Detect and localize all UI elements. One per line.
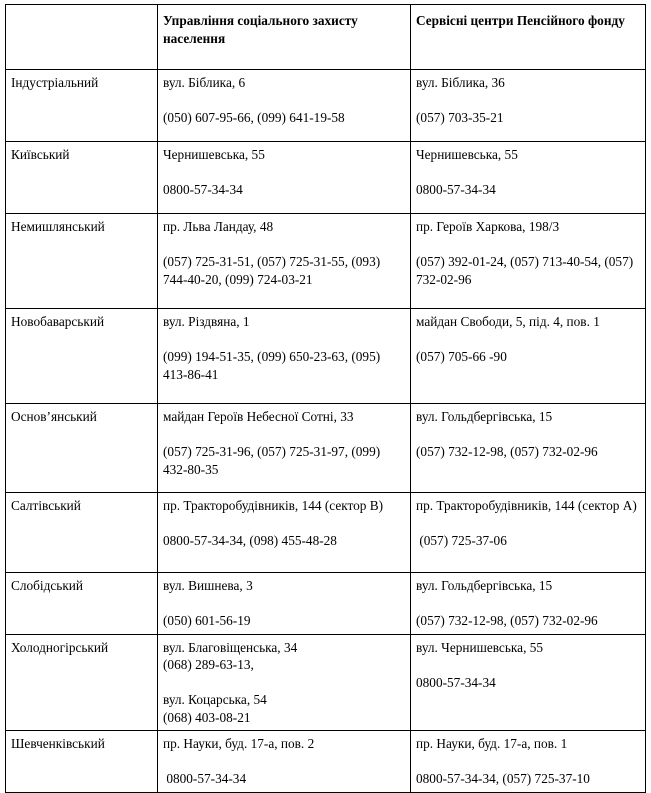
pension-address: пр. Науки, буд. 17-а, пов. 1 (416, 736, 568, 751)
social-phones: (057) 725-31-96, (057) 725-31-97, (099) 432-80-35 (163, 444, 384, 477)
social-cell (158, 309, 411, 404)
district-name: Немишлянський (6, 214, 158, 309)
table-row (6, 493, 646, 573)
social-address: пр. Науки, буд. 17-а, пов. 2 (163, 736, 315, 751)
social-phones: 0800-57-34-34 (163, 771, 247, 786)
social-cell (158, 214, 411, 309)
social-phones: (099) 194-51-35, (099) 650-23-63, (095) 413-86-41 (163, 349, 384, 382)
social-address: вул. Різдвяна, 1 (163, 314, 250, 329)
pension-address: вул. Гольдбергівська, 15 (416, 578, 553, 593)
social-address: пр. Тракторобудівників, 144 (сектор В) (163, 498, 384, 513)
pension-address: Чернишевська, 55 (416, 147, 518, 162)
table-row (6, 573, 646, 635)
pension-phones: (057) 705-66 -90 (416, 349, 507, 364)
social-phones: (050) 601-56-19 (163, 613, 251, 628)
social-phones: (057) 725-31-51, (057) 725-31-55, (093) 744-40-20, (099) 724-03-21 (163, 254, 384, 287)
pension-phones: (057) 732-12-98, (057) 732-02-96 (416, 613, 598, 628)
header-row (6, 5, 646, 70)
pension-phones: (057) 732-12-98, (057) 732-02-96 (416, 444, 598, 459)
pension-phones: 0800-57-34-34 (416, 674, 496, 690)
pension-phones: 0800-57-34-34, (057) 725-37-10 (416, 771, 590, 786)
social-cell (158, 731, 411, 793)
social-address: вул. Вишнева, 3 (163, 578, 253, 593)
pension-address: майдан Свободи, 5, під. 4, пов. 1 (416, 314, 600, 329)
pension-phones: (057) 703-35-21 (416, 110, 504, 125)
pension-phones: 0800-57-34-34 (416, 182, 496, 197)
pension-cell (411, 70, 646, 142)
social-cell (158, 404, 411, 493)
social-cell (158, 70, 411, 142)
district-name: Слобідський (6, 573, 158, 635)
pension-cell (411, 493, 646, 573)
social-address-secondary: вул. Коцарська, 54 (163, 692, 267, 707)
district-name: Салтівський (6, 493, 158, 573)
social-phones: 0800-57-34-34 (163, 182, 243, 197)
district-name: Холодногірський (6, 634, 158, 731)
social-phones: 0800-57-34-34, (098) 455-48-28 (163, 533, 337, 548)
social-address: майдан Героїв Небесної Сотні, 33 (163, 409, 354, 424)
table-row (6, 731, 646, 793)
social-phones: (068) 289-63-13, (163, 657, 254, 672)
pension-cell (411, 309, 646, 404)
pension-address: пр. Героїв Харкова, 198/3 (416, 219, 560, 234)
pension-cell (411, 731, 646, 793)
table-row (6, 70, 646, 142)
pension-cell (411, 634, 646, 731)
header-district (6, 5, 158, 70)
social-address: вул. Благовіщенська, 34 (163, 639, 298, 655)
table-row (6, 634, 646, 731)
district-name: Київський (6, 142, 158, 214)
social-cell (158, 142, 411, 214)
district-name: Основ’янський (6, 404, 158, 493)
social-address: вул. Біблика, 6 (163, 75, 246, 90)
pension-phones: (057) 392-01-24, (057) 713-40-54, (057) 732-02-96 (416, 254, 637, 287)
district-name: Новобаварський (6, 309, 158, 404)
district-name: Індустріальний (6, 70, 158, 142)
table-row (6, 404, 646, 493)
pension-cell (411, 142, 646, 214)
pension-address: вул. Гольдбергівська, 15 (416, 409, 553, 424)
table-row (6, 142, 646, 214)
pension-cell (411, 404, 646, 493)
table-row (6, 214, 646, 309)
header-pension-fund: Сервісні центри Пенсійного фонду (411, 5, 646, 70)
pension-phones: (057) 725-37-06 (416, 533, 507, 548)
pension-address: вул. Біблика, 36 (416, 75, 505, 90)
social-phones-secondary: (068) 403-08-21 (163, 709, 251, 725)
table-row (6, 309, 646, 404)
pension-cell (411, 214, 646, 309)
social-cell (158, 573, 411, 635)
social-cell (158, 493, 411, 573)
district-name: Шевченківський (6, 731, 158, 793)
social-address: Чернишевська, 55 (163, 147, 265, 162)
social-cell (158, 634, 411, 731)
contacts-table (5, 4, 646, 793)
social-address: пр. Льва Ландау, 48 (163, 219, 274, 234)
pension-cell (411, 573, 646, 635)
social-phones: (050) 607-95-66, (099) 641-19-58 (163, 110, 345, 125)
pension-address: пр. Тракторобудівників, 144 (сектор А) (416, 498, 637, 513)
header-social-protection: Управління соціального захисту населення (158, 5, 411, 70)
pension-address: вул. Чернишевська, 55 (416, 639, 544, 655)
